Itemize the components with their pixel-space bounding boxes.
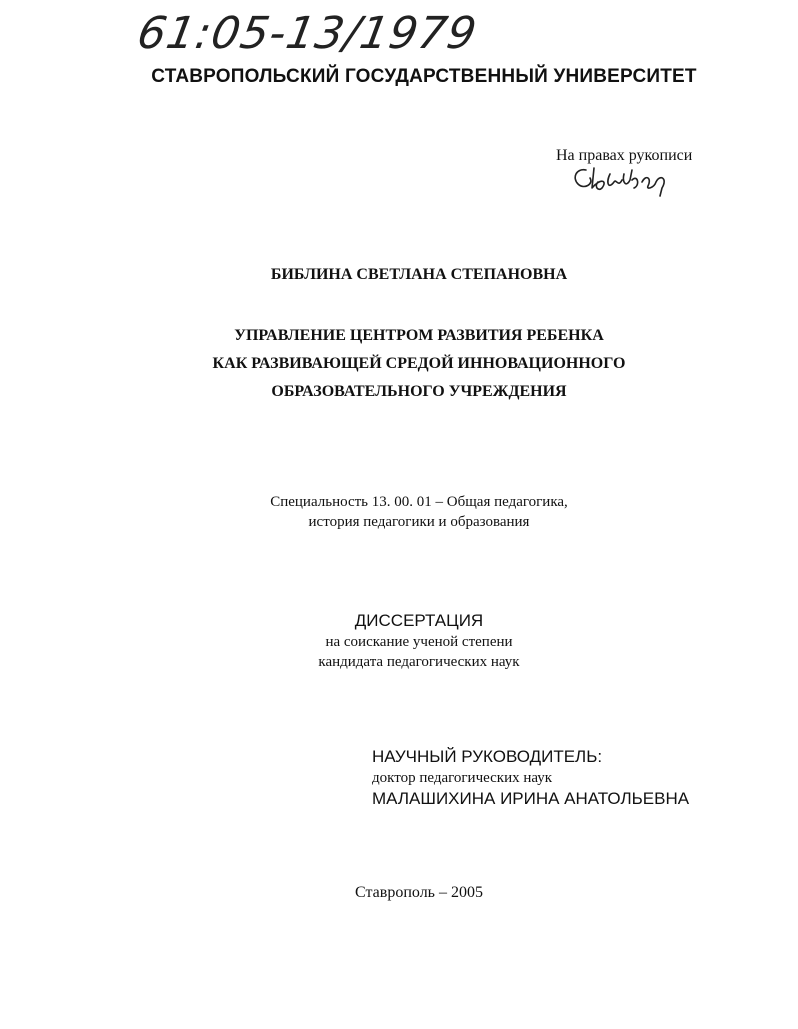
handwritten-catalog-number: 61:05-13/1979 bbox=[133, 8, 481, 59]
author-name: БИБЛИНА СВЕТЛАНА СТЕПАНОВНА bbox=[270, 266, 568, 283]
title-line: ОБРАЗОВАТЕЛЬНОГО УЧРЕЖДЕНИЯ bbox=[271, 383, 567, 400]
degree-line: кандидата педагогических наук bbox=[318, 654, 520, 670]
specialty-block bbox=[0, 492, 798, 532]
specialty-line: история педагогики и образования bbox=[308, 514, 530, 530]
specialty-line: Специальность 13. 00. 01 – Общая педагогика, bbox=[270, 494, 568, 510]
supervisor-label: НАУЧНЫЙ РУКОВОДИТЕЛЬ: bbox=[372, 747, 603, 766]
dissertation-block bbox=[0, 610, 798, 672]
city-year: Ставрополь – 2005 bbox=[355, 884, 483, 901]
supervisor-block bbox=[372, 746, 689, 810]
supervisor-name: МАЛАШИХИНА ИРИНА АНАТОЛЬЕВНА bbox=[372, 789, 690, 808]
dissertation-title bbox=[0, 322, 798, 406]
university-name: СТАВРОПОЛЬСКИЙ ГОСУДАРСТВЕННЫЙ УНИВЕРСИТЕТ bbox=[151, 66, 697, 87]
supervisor-degree: доктор педагогических наук bbox=[372, 770, 553, 786]
dissertation-label: ДИССЕРТАЦИЯ bbox=[354, 611, 484, 630]
title-line: УПРАВЛЕНИЕ ЦЕНТРОМ РАЗВИТИЯ РЕБЕНКА bbox=[234, 327, 604, 344]
manuscript-rights-note: На правах рукописи bbox=[556, 147, 693, 164]
author-signature bbox=[568, 160, 678, 205]
degree-line: на соискание ученой степени bbox=[325, 634, 513, 650]
title-line: КАК РАЗВИВАЮЩЕЙ СРЕДОЙ ИННОВАЦИОННОГО bbox=[212, 355, 626, 372]
